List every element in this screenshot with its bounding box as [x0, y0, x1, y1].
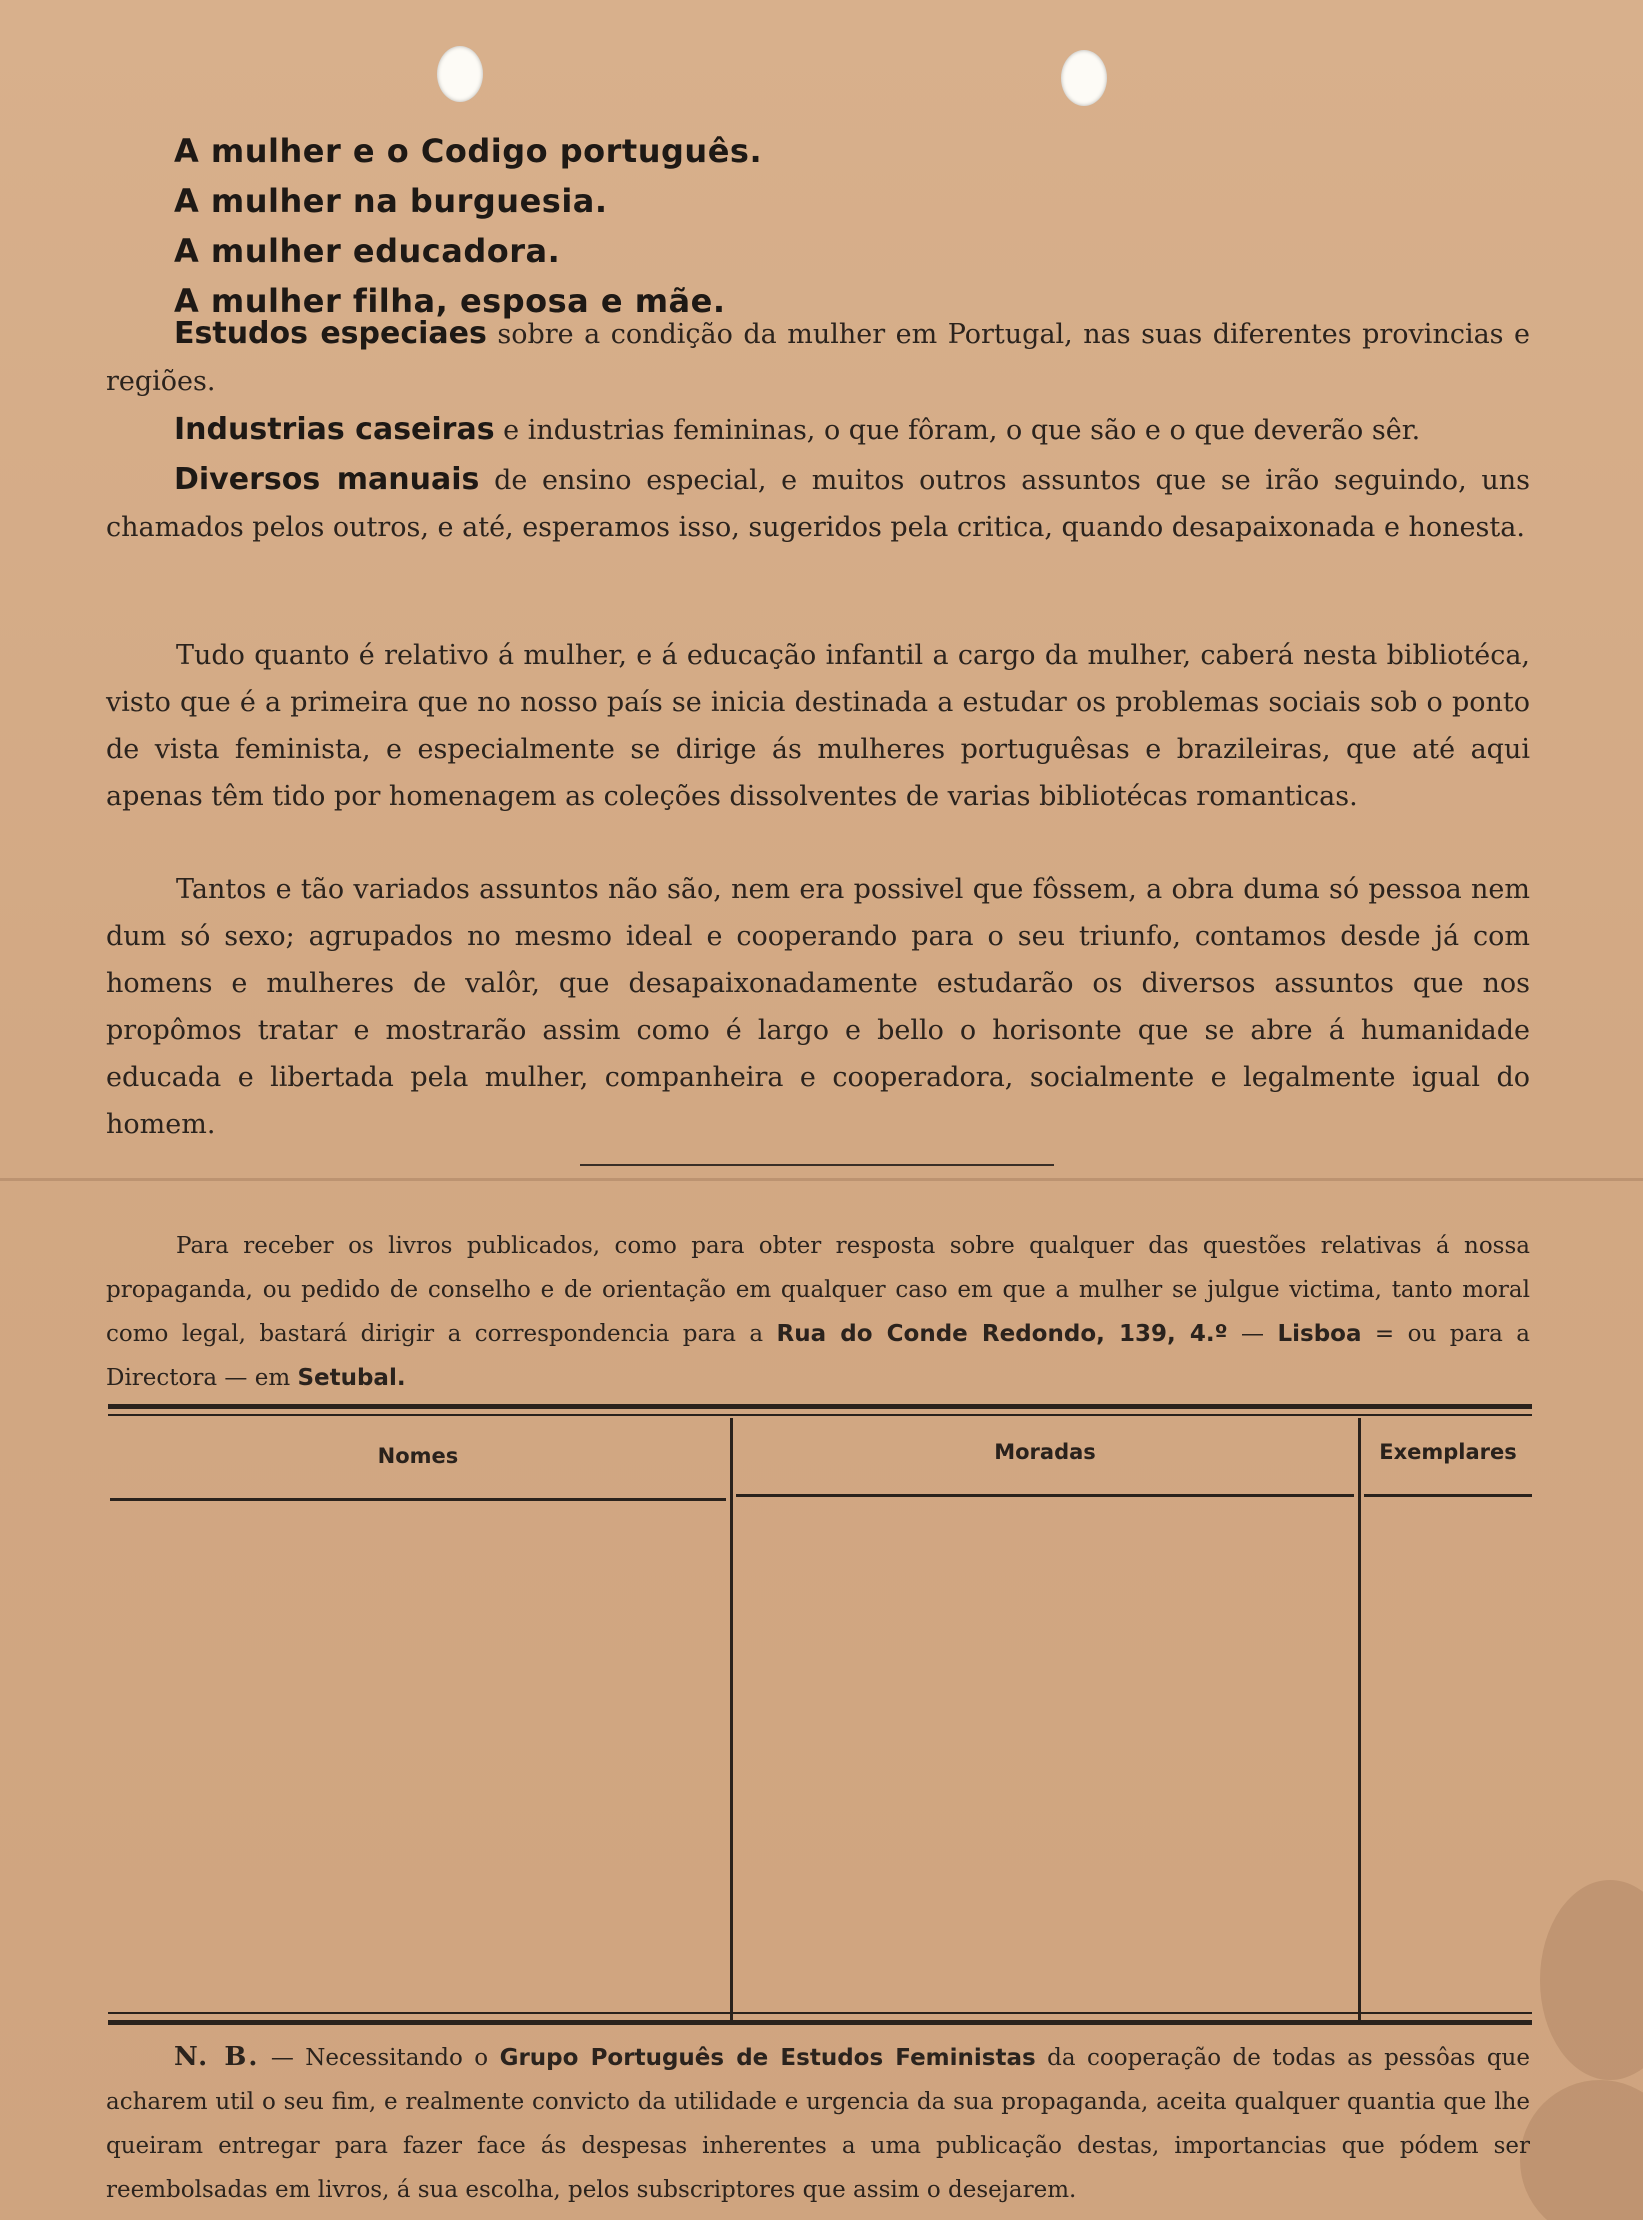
- paragraph-biblioteca: Tudo quanto é relativo á mulher, e á educação infantil a cargo da mulher, caberá nesta bibliotéca, visto que é a primeira que no nosso país se inicia destinada a estudar os problemas sociais sob o ponto de vista feminista, e especialmente se dirige ás mulheres portuguêsas e brazileiras, que até aqui apenas têm tido por homenagem as coleções dissolventes de varias bibliotécas romanticas.: [106, 640, 1530, 812]
- nb-mark: N. B.: [174, 2042, 260, 2072]
- heading-filha: A mulher filha, esposa e mãe.: [174, 282, 726, 320]
- topic-industrias-text: e industrias femininas, o que fôram, o que são e o que deverão sêr.: [494, 415, 1421, 446]
- table-divider: [730, 1418, 733, 2020]
- header-underline: [110, 1498, 726, 1501]
- topic-estudos: [106, 310, 1530, 405]
- column-header-moradas: Moradas: [994, 1440, 1096, 1464]
- contact-text: Para receber os livros publicados, como para obter resposta sobre qualquer das questões relativas á nossa propaganda, ou pedido de conselho e de orientação em qualquer caso em que a mulher se julgue victima, tanto moral como legal, bastará dirigir a correspondencia para a: [106, 1233, 1530, 1347]
- contact-text-2: = ou para a Directora — em: [106, 1321, 1531, 1391]
- topic-manuais: [106, 456, 1530, 551]
- punch-hole: [1061, 50, 1107, 106]
- nb-dash: — Necessitando o: [259, 2045, 500, 2071]
- section-separator: [580, 1164, 1054, 1166]
- contact-paragraph: [106, 1224, 1530, 1400]
- punch-hole: [437, 46, 483, 102]
- contact-city-2: Setubal.: [297, 1365, 406, 1391]
- table-top-rule: [108, 1404, 1532, 1409]
- table-bottom-rule-thin: [108, 2012, 1532, 2014]
- fold-line: [0, 1178, 1643, 1181]
- header-underline: [1364, 1494, 1532, 1497]
- topic-industrias: [106, 406, 1530, 454]
- heading-list: [174, 126, 762, 326]
- paragraph-assuntos: Tantos e tão variados assuntos não são, nem era possivel que fôssem, a obra duma só pessoa nem dum só sexo; agrupados no mesmo ideal e cooperando para o seu triunfo, contamos desde já com homens e mulheres de valôr, que desapaixonadamente estudarão os diversos assuntos que nos propômos tratar e mostrarão assim como é largo e bello o horisonte que se abre á humanidade educada e libertada pela mulher, companheira e cooperadora, socialmente e legalmente igual do homem.: [106, 874, 1530, 1140]
- contact-city: Lisboa: [1277, 1321, 1362, 1347]
- table-divider: [1358, 1418, 1361, 2020]
- contact-dash: —: [1227, 1321, 1278, 1347]
- nb-text: da cooperação de todas as pessôas que acharem util o seu fim, e realmente convicto da utilidade e urgencia da sua propaganda, aceita qualquer quantia que lhe queiram entregar para fazer face ás despesas inherentes a uma publicação destas, importancias que pódem ser reembolsadas em livros, á sua escolha, pelos subscriptores que assim o desejarem.: [106, 2045, 1530, 2203]
- contact-address: Rua do Conde Redondo, 139, 4.º: [776, 1321, 1228, 1347]
- heading-burguesia: A mulher na burguesia.: [174, 182, 608, 220]
- column-header-exemplares: Exemplares: [1379, 1440, 1517, 1464]
- heading-educadora: A mulher educadora.: [174, 232, 561, 270]
- heading-codigo: A mulher e o Codigo português.: [174, 132, 763, 170]
- paper-stain: [1540, 1880, 1643, 2080]
- column-header-nomes: Nomes: [377, 1444, 459, 1468]
- nota-bene: [106, 2035, 1530, 2212]
- topic-estudos-text: sobre a condição da mulher em Portugal, nas suas diferentes provincias e regiões.: [106, 319, 1531, 397]
- topic-industrias-lead: Industrias caseiras: [174, 412, 495, 447]
- table-bottom-rule: [108, 2020, 1532, 2025]
- header-underline: [736, 1494, 1354, 1497]
- paper-stain: [1520, 2080, 1643, 2220]
- topic-estudos-lead: Estudos especiaes: [174, 316, 487, 351]
- nb-group-name: Grupo Português de Estudos Feministas: [499, 2045, 1036, 2071]
- topic-manuais-text: de ensino especial, e muitos outros assuntos que se irão seguindo, uns chamados pelos outros, e até, esperamos isso, sugeridos pela critica, quando desapaixonada e honesta.: [106, 465, 1530, 543]
- table-top-rule-thin: [108, 1414, 1532, 1416]
- topic-manuais-lead: Diversos manuais: [174, 462, 480, 497]
